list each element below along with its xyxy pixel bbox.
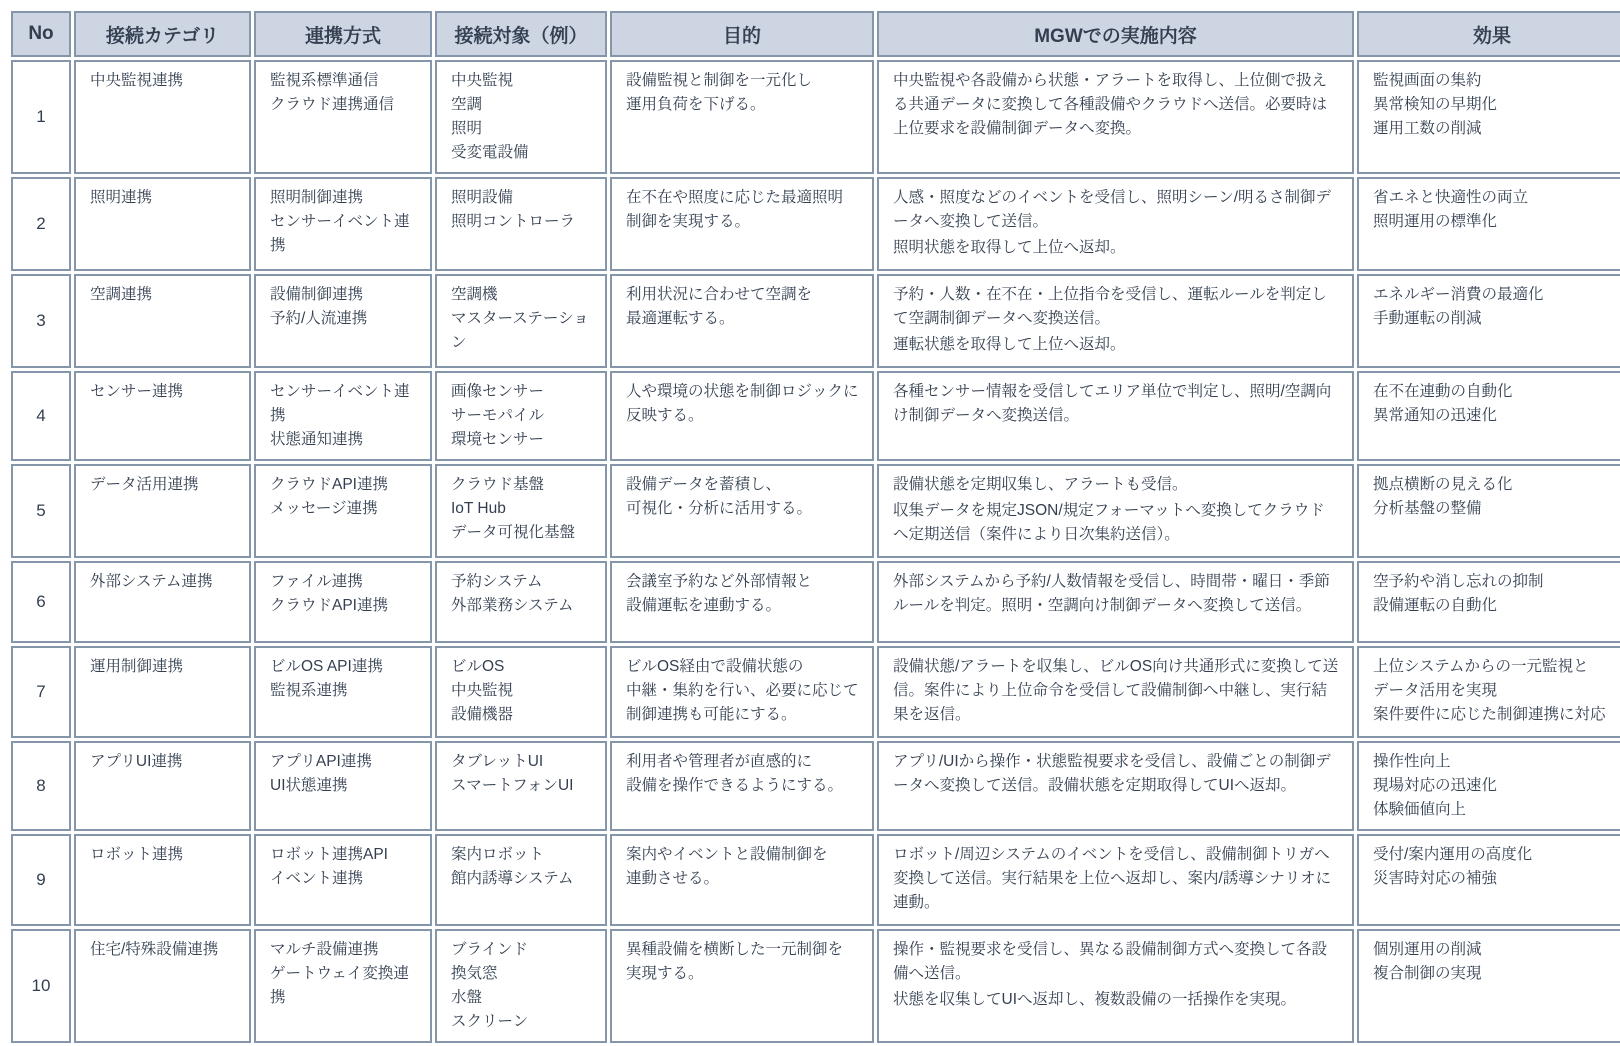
- target-cell-line: 水盤: [451, 989, 483, 1007]
- column-header-method: 連携方式: [254, 11, 432, 57]
- method-cell-line: 状態通知連携: [270, 431, 364, 449]
- method-cell-line: 監視系標準通信: [270, 72, 379, 89]
- effect-cell: [1357, 60, 1620, 174]
- method-cell-line: ロボット連携API: [270, 846, 388, 864]
- effect-cell-line: 設備運転の自動化: [1373, 597, 1498, 615]
- purpose-cell: [610, 741, 874, 831]
- method-cell: [254, 371, 432, 461]
- effect-cell: [1357, 464, 1620, 558]
- effect-cell-line: 異常通知の迅速化: [1373, 407, 1498, 425]
- row-number-cell-line: 6: [36, 592, 46, 612]
- method-cell-line: UI状態連携: [270, 777, 348, 795]
- effect-cell: [1357, 177, 1620, 271]
- method-cell-line: 予約/人流連携: [270, 310, 368, 328]
- target-cell-line: 空調: [451, 96, 483, 114]
- target-cell: [435, 60, 607, 174]
- purpose-cell-line: 人や環境の状態を制御ロジックに: [626, 383, 859, 401]
- method-cell: [254, 464, 432, 558]
- method-cell-line: ファイル連携: [270, 573, 363, 591]
- column-header-effect: 効果: [1357, 11, 1620, 57]
- mgw-cell-line: 中央監視や各設備から状態・アラートを取得し、上位側で扱える共通データに変換して各種設備やクラウドへ送信。必要時は上位要求を設備制御データへ変換。: [893, 72, 1328, 138]
- mgw-cell: [877, 177, 1354, 271]
- row-number-cell: [11, 929, 71, 1043]
- effect-cell-line: 手動運転の削減: [1373, 310, 1482, 328]
- row-number-cell-line: 9: [36, 870, 46, 890]
- category-cell: [74, 60, 251, 174]
- mgw-cell: [877, 646, 1354, 738]
- target-cell-line: 画像センサー: [451, 383, 545, 401]
- mgw-cell: [877, 741, 1354, 831]
- purpose-cell: [610, 646, 874, 738]
- effect-cell: [1357, 561, 1620, 643]
- table-row: [11, 646, 1620, 738]
- target-cell: [435, 177, 607, 271]
- effect-cell-line: 拠点横断の見える化: [1373, 476, 1513, 494]
- method-cell: [254, 177, 432, 271]
- target-cell-line: 設備機器: [451, 706, 514, 724]
- row-number-cell: [11, 371, 71, 461]
- method-cell: [254, 274, 432, 368]
- target-cell-line: 受変電設備: [451, 144, 529, 162]
- target-cell-line: 外部業務システム: [451, 597, 574, 615]
- category-cell: [74, 371, 251, 461]
- effect-cell: [1357, 274, 1620, 368]
- method-cell-line: アプリAPI連携: [270, 753, 372, 771]
- column-header-purpose: 目的: [610, 11, 874, 57]
- mgw-cell: [877, 371, 1354, 461]
- category-cell-line: センサー連携: [90, 383, 184, 401]
- row-number-cell: [11, 834, 71, 926]
- target-cell-line: 空調機: [451, 286, 498, 304]
- purpose-cell-line: 運用負荷を下げる。: [626, 96, 766, 114]
- category-cell: [74, 274, 251, 368]
- table-row: [11, 371, 1620, 461]
- purpose-cell-line: 異種設備を横断した一元制御を: [626, 941, 844, 959]
- effect-cell-line: 受付/案内運用の高度化: [1373, 846, 1533, 864]
- purpose-cell: [610, 371, 874, 461]
- purpose-cell-line: 連動させる。: [626, 870, 720, 888]
- purpose-cell: [610, 929, 874, 1043]
- purpose-cell-line: 利用状況に合わせて空調を: [626, 286, 813, 304]
- row-number-cell-line: 5: [36, 501, 46, 521]
- effect-cell-line: 照明運用の標準化: [1373, 213, 1498, 231]
- method-cell: [254, 60, 432, 174]
- row-number-cell: [11, 274, 71, 368]
- category-cell: [74, 646, 251, 738]
- method-cell: [254, 741, 432, 831]
- table-row: [11, 561, 1620, 643]
- method-cell-line: センサーイベント連携: [270, 213, 410, 255]
- method-cell: [254, 929, 432, 1043]
- header-row: [11, 11, 1620, 57]
- target-cell: [435, 561, 607, 643]
- target-cell-line: マスターステーション: [451, 310, 589, 352]
- mgw-cell-line: 設備状態を定期収集し、アラートも受信。: [893, 476, 1188, 494]
- mgw-cell: [877, 60, 1354, 174]
- method-cell-line: メッセージ連携: [270, 500, 378, 518]
- purpose-cell-line: 設備運転を連動する。: [626, 597, 782, 615]
- table-row: [11, 741, 1620, 831]
- row-number-cell-line: 1: [36, 106, 46, 126]
- mgw-cell-line: 状態を収集してUIへ返却し、複数設備の一括操作を実現。: [893, 991, 1297, 1009]
- effect-cell-line: 分析基盤の整備: [1373, 500, 1482, 518]
- row-number-cell-line: 4: [36, 406, 46, 425]
- column-header-target: 接続対象（例）: [435, 11, 607, 57]
- mgw-cell-line: 予約・人数・在不在・上位指令を受信し、運転ルールを判定して空調制御データへ変換送信。: [893, 286, 1327, 328]
- effect-cell-line: 案件要件に応じた制御連携に対応: [1373, 706, 1606, 724]
- mgw-cell-line: 照明状態を取得して上位へ返却。: [893, 239, 1126, 257]
- effect-cell-line: 省エネと快適性の両立: [1373, 189, 1529, 207]
- effect-cell-line: 空予約や消し忘れの抑制: [1373, 573, 1544, 591]
- purpose-cell-line: 実現する。: [626, 965, 704, 983]
- category-cell: [74, 929, 251, 1043]
- target-cell-line: サーモパイル: [451, 407, 545, 425]
- effect-cell-line: 体験価値向上: [1373, 801, 1467, 819]
- mgw-cell-line: 操作・監視要求を受信し、異なる設備制御方式へ変換して各設備へ送信。: [893, 941, 1328, 983]
- target-cell-line: タブレットUI: [451, 753, 544, 771]
- row-number-cell: [11, 177, 71, 271]
- mgw-cell: [877, 834, 1354, 926]
- category-cell-line: 照明連携: [90, 189, 153, 207]
- effect-cell-line: 監視画面の集約: [1373, 72, 1482, 89]
- effect-cell: [1357, 741, 1620, 831]
- method-cell: [254, 646, 432, 738]
- purpose-cell-line: 会議室予約など外部情報と: [626, 573, 813, 591]
- target-cell-line: 中央監視: [451, 72, 514, 89]
- row-number-cell-line: 7: [36, 682, 46, 702]
- column-header-no: No: [11, 11, 71, 57]
- method-cell-line: 設備制御連携: [270, 286, 364, 304]
- category-cell-line: 中央監視連携: [90, 72, 184, 89]
- mgw-cell: [877, 274, 1354, 368]
- target-cell-line: 照明: [451, 120, 483, 138]
- table-row: [11, 60, 1620, 174]
- effect-cell-line: 災害時対応の補強: [1373, 870, 1498, 888]
- effect-cell: [1357, 371, 1620, 461]
- target-cell-line: 予約システム: [451, 573, 543, 591]
- purpose-cell: [610, 834, 874, 926]
- method-cell: [254, 834, 432, 926]
- method-cell-line: センサーイベント連携: [270, 383, 410, 425]
- target-cell-line: データ可視化基盤: [451, 524, 576, 542]
- target-cell: [435, 646, 607, 738]
- target-cell-line: クラウド基盤: [451, 476, 545, 494]
- purpose-cell-line: 設備データを蓄積し、: [626, 476, 782, 494]
- mgw-cell-line: 設備状態/アラートを収集し、ビルOS向け共通形式に変換して送信。案件により上位命令を受信して設備制御へ中継し、実行結果を返信。: [893, 658, 1339, 724]
- mgw-cell-line: 各種センサー情報を受信してエリア単位で判定し、照明/空調向け制御データへ変換送信。: [893, 383, 1332, 425]
- category-cell-line: アプリUI連携: [90, 753, 183, 771]
- category-cell-line: 住宅/特殊設備連携: [90, 941, 219, 959]
- table-row: [11, 274, 1620, 368]
- target-cell-line: ブラインド: [451, 941, 529, 959]
- category-cell-line: データ活用連携: [90, 476, 199, 494]
- target-cell-line: スマートフォンUI: [451, 777, 574, 795]
- purpose-cell-line: 最適運転する。: [626, 310, 735, 328]
- mgw-cell: [877, 929, 1354, 1043]
- row-number-cell: [11, 561, 71, 643]
- category-cell: [74, 464, 251, 558]
- target-cell-line: 照明設備: [451, 189, 514, 207]
- effect-cell-line: 現場対応の迅速化: [1373, 777, 1498, 795]
- row-number-cell: [11, 464, 71, 558]
- mgw-cell-line: 人感・照度などのイベントを受信し、照明シーン/明るさ制御データへ変換して送信。: [893, 189, 1331, 231]
- category-cell-line: 運用制御連携: [90, 658, 184, 676]
- table-row: [11, 177, 1620, 271]
- row-number-cell-line: 2: [36, 213, 46, 233]
- purpose-cell-line: 案内やイベントと設備制御を: [626, 846, 828, 864]
- target-cell: [435, 371, 607, 461]
- purpose-cell: [610, 464, 874, 558]
- column-header-category: 接続カテゴリ: [74, 11, 251, 57]
- purpose-cell: [610, 177, 874, 271]
- method-cell-line: イベント連携: [270, 870, 364, 888]
- method-cell-line: ビルOS API連携: [270, 658, 383, 676]
- target-cell-line: ビルOS: [451, 658, 505, 676]
- category-cell-line: 外部システム連携: [90, 573, 213, 591]
- target-cell: [435, 274, 607, 368]
- method-cell-line: マルチ設備連携: [270, 941, 379, 959]
- effect-cell-line: エネルギー消費の最適化: [1373, 286, 1544, 304]
- mgw-cell-line: 収集データを規定JSON/規定フォーマットへ変換してクラウドへ定期送信（案件により日次集約送信）。: [893, 502, 1325, 544]
- method-cell-line: 監視系連携: [270, 682, 348, 700]
- purpose-cell-line: ビルOS経由で設備状態の: [626, 658, 804, 676]
- mgw-cell-line: 運転状態を取得して上位へ返却。: [893, 336, 1126, 354]
- target-cell-line: 環境センサー: [451, 431, 545, 449]
- effect-cell-line: 運用工数の削減: [1373, 120, 1482, 138]
- table-row: [11, 834, 1620, 926]
- effect-cell-line: 上位システムからの一元監視と: [1373, 658, 1589, 676]
- mgw-cell-line: 外部システムから予約/人数情報を受信し、時間帯・曜日・季節ルールを判定。照明・空調向け制御データへ変換して送信。: [893, 573, 1330, 615]
- method-cell: [254, 561, 432, 643]
- effect-cell: [1357, 834, 1620, 926]
- purpose-cell: [610, 274, 874, 368]
- method-cell-line: クラウドAPI連携: [270, 476, 388, 494]
- category-cell-line: ロボット連携: [90, 846, 184, 864]
- target-cell: [435, 929, 607, 1043]
- row-number-cell-line: 10: [31, 976, 51, 996]
- target-cell-line: 換気窓: [451, 965, 498, 983]
- category-cell: [74, 561, 251, 643]
- effect-cell: [1357, 929, 1620, 1043]
- purpose-cell-line: 利用者や管理者が直感的に: [626, 753, 813, 771]
- target-cell: [435, 741, 607, 831]
- target-cell-line: 館内誘導システム: [451, 870, 574, 888]
- target-cell: [435, 834, 607, 926]
- method-cell-line: ゲートウェイ変換連携: [270, 965, 409, 1007]
- purpose-cell-line: 設備を操作できるようにする。: [626, 777, 844, 795]
- table-row: [11, 464, 1620, 558]
- column-header-mgw: MGWでの実施内容: [877, 11, 1354, 57]
- category-cell: [74, 741, 251, 831]
- effect-cell-line: 操作性向上: [1373, 753, 1451, 771]
- target-cell-line: IoT Hub: [451, 500, 506, 518]
- mgw-cell-line: アプリ/UIから操作・状態監視要求を受信し、設備ごとの制御データへ変換して送信。設備状態を定期取得してUIへ返却。: [893, 753, 1331, 795]
- effect-cell-line: 複合制御の実現: [1373, 965, 1482, 983]
- effect-cell-line: 在不在連動の自動化: [1373, 383, 1513, 401]
- purpose-cell-line: 制御を実現する。: [626, 213, 751, 231]
- effect-cell: [1357, 646, 1620, 738]
- purpose-cell-line: 設備監視と制御を一元化し: [626, 72, 813, 89]
- purpose-cell: [610, 60, 874, 174]
- purpose-cell-line: 可視化・分析に活用する。: [626, 500, 813, 518]
- effect-cell-line: 異常検知の早期化: [1373, 96, 1498, 114]
- category-cell-line: 空調連携: [90, 286, 153, 304]
- target-cell-line: 照明コントローラ: [451, 213, 576, 231]
- effect-cell-line: 個別運用の削減: [1373, 941, 1482, 959]
- target-cell: [435, 464, 607, 558]
- integration-table: [8, 8, 1620, 1046]
- target-cell-line: 中央監視: [451, 682, 514, 700]
- row-number-cell: [11, 646, 71, 738]
- table-row: [11, 929, 1620, 1043]
- category-cell: [74, 834, 251, 926]
- method-cell-line: クラウド連携通信: [270, 96, 395, 114]
- purpose-cell-line: 在不在や照度に応じた最適照明: [626, 189, 844, 207]
- mgw-cell: [877, 464, 1354, 558]
- purpose-cell-line: 中継・集約を行い、必要に応じて: [626, 682, 859, 700]
- effect-cell-line: データ活用を実現: [1373, 682, 1498, 700]
- row-number-cell: [11, 60, 71, 174]
- row-number-cell-line: 3: [36, 310, 46, 330]
- target-cell-line: 案内ロボット: [451, 846, 545, 864]
- purpose-cell-line: 制御連携も可能にする。: [626, 706, 797, 724]
- purpose-cell: [610, 561, 874, 643]
- target-cell-line: スクリーン: [451, 1013, 529, 1031]
- category-cell: [74, 177, 251, 271]
- purpose-cell-line: 反映する。: [626, 407, 704, 425]
- method-cell-line: クラウドAPI連携: [270, 597, 388, 615]
- mgw-cell-line: ロボット/周辺システムのイベントを受信し、設備制御トリガへ変換して送信。実行結果を上位へ返却し、案内/誘導シナリオに連動。: [893, 846, 1332, 912]
- method-cell-line: 照明制御連携: [270, 189, 364, 207]
- row-number-cell-line: 8: [36, 776, 46, 796]
- row-number-cell: [11, 741, 71, 831]
- mgw-cell: [877, 561, 1354, 643]
